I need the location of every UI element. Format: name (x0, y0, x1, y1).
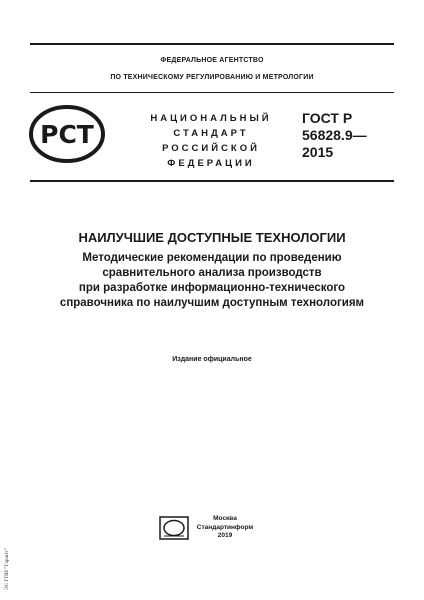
document-subtitle (30, 251, 394, 311)
publisher-info (195, 515, 255, 541)
gost-number (302, 110, 392, 161)
subtitle-line: при разработке информационно-технического (78, 282, 346, 294)
gost-number-line: 2015 (302, 144, 334, 160)
standard-type-line: НАЦИОНАЛЬНЫЙ (150, 113, 272, 124)
agency-name-line1: ФЕДЕРАЛЬНОЕ АГЕНТСТВО (160, 57, 264, 64)
rst-logo-icon (28, 104, 106, 164)
publisher-city: Москва (213, 515, 237, 522)
publisher-name: Стандартинформ (196, 523, 254, 531)
rst-logo-text: РСТ (40, 120, 94, 149)
standard-type-line: СТАНДАРТ (173, 128, 249, 139)
middle-rule (30, 180, 394, 182)
gost-number-line: 56828.9— (302, 127, 367, 143)
gost-number-line: ГОСТ Р (302, 110, 353, 126)
document-title: НАИЛУЧШИЕ ДОСТУПНЫЕ ТЕХНОЛОГИИ (78, 230, 346, 245)
side-watermark-stamp: ЭС ГПИ "Гарант" (4, 548, 10, 590)
publication-year: 2019 (217, 532, 233, 539)
subtitle-line: Методические рекомендации по проведению (82, 252, 342, 264)
header-divider (30, 92, 394, 93)
top-rule (30, 43, 394, 45)
agency-name-line2: ПО ТЕХНИЧЕСКОМУ РЕГУЛИРОВАНИЮ И МЕТРОЛОГИИ (110, 74, 314, 81)
standard-type-line: ФЕДЕРАЦИИ (167, 158, 255, 169)
standartinform-logo-icon (159, 516, 189, 540)
standard-type-block (140, 111, 282, 171)
subtitle-line: справочника по наилучшим доступным технологиям (59, 297, 365, 309)
standard-type-line: РОССИЙСКОЙ (162, 143, 260, 154)
subtitle-line: сравнительного анализа производств (102, 267, 322, 279)
official-edition-label: Издание официальное (172, 356, 252, 363)
